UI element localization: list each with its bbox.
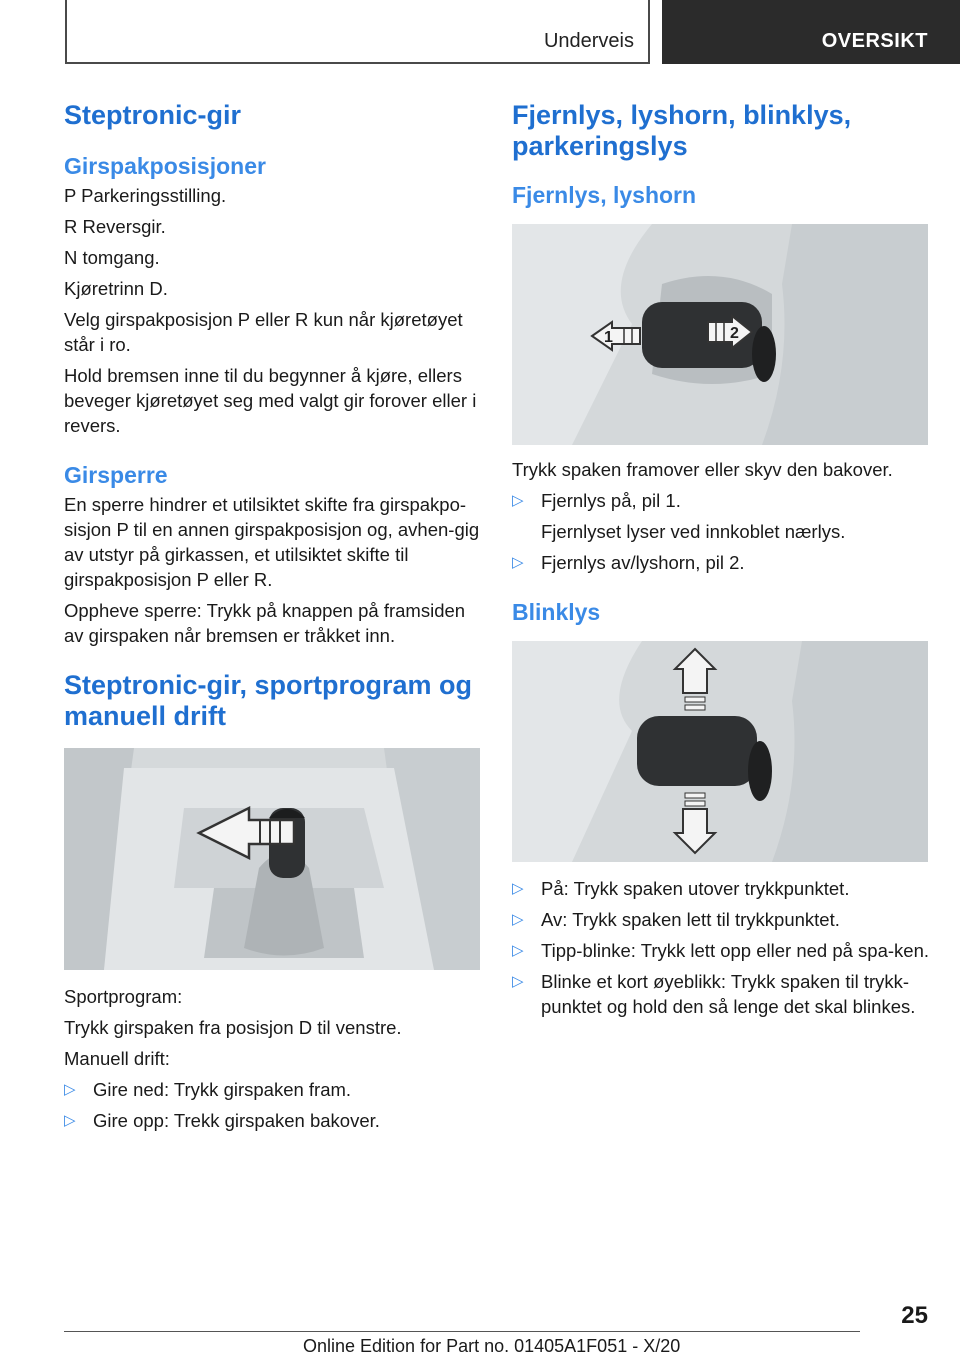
turn-signal-illustration (512, 641, 928, 862)
high-beam-list (512, 488, 930, 575)
title-sport-manual: Steptronic-gir, sportprogram og manuell drift (64, 670, 473, 731)
stalk-push-pull-drawing (512, 224, 928, 445)
text-d-position: Kjøretrinn D. (64, 278, 168, 299)
text-p-position: P Parkeringsstilling. (64, 185, 227, 206)
right-column (512, 100, 930, 1025)
text-r-position: R Reversgir. (64, 216, 166, 237)
list-item: ▷ Fjernlys av/lyshorn, pil 2. (512, 552, 745, 573)
text-release-lock: Oppheve sperre: Trykk på knappen på framsiden av girspaken når bremsen er tråkket inn. (64, 600, 466, 646)
arrow-label-1: 1 (604, 329, 613, 346)
heading-blinklys: Blinklys (512, 599, 601, 625)
footer-divider (64, 1331, 860, 1332)
section-tab[interactable] (65, 0, 650, 64)
text-hold-brake: Hold bremsen inne til du begynner å kjøre, ellers beveger kjøretøyet seg med valgt gir forover eller i revers. (64, 365, 477, 436)
gear-lever-drawing (64, 748, 480, 970)
bullet-triangle-icon: ▷ (64, 1081, 76, 1098)
heading-girspakposisjoner: Girspakposisjoner (64, 153, 266, 179)
bullet-triangle-icon: ▷ (512, 973, 524, 990)
edition-text: Online Edition for Part no. 01405A1F051 - X/20 (303, 1336, 681, 1356)
bullet-triangle-icon: ▷ (512, 492, 524, 509)
list-item: ▷ Gire opp: Trekk girspaken bakover. (64, 1110, 380, 1131)
list-item: ▷ Av: Trykk spaken lett til trykkpunktet. (512, 909, 840, 930)
list-item: ▷ Gire ned: Trykk girspaken fram. (64, 1079, 352, 1100)
bullet-triangle-icon: ▷ (64, 1112, 76, 1129)
list-item: ▷ Fjernlys på, pil 1. Fjernlyset lyser ved innkoblet nærlys. (512, 490, 846, 542)
stalk-up-down-drawing (512, 641, 928, 862)
arrow-label-2: 2 (730, 325, 739, 342)
chapter-tab[interactable] (662, 0, 960, 64)
text-sportprogram: Sportprogram: (64, 986, 183, 1007)
text-lock-description: En sperre hindrer et utilsiktet skifte fra girspakpo-sisjon P til en annen girspakposisjon og, avhen-gig av utstyr på girkassen, et utilsiktet skifte til girspakposisjon P eller R. (64, 494, 480, 590)
text-push-pull: Trykk spaken framover eller skyv den bakover. (512, 459, 893, 480)
section-tab-label: Underveis (543, 30, 634, 52)
heading-girsperre: Girsperre (64, 462, 168, 488)
text-manuell-drift: Manuell drift: (64, 1048, 170, 1069)
text-select-p-r: Velg girspakposisjon P eller R kun når kjøretøyet står i ro. (64, 309, 463, 355)
gear-lever-illustration (64, 748, 480, 970)
page-number: 25 (901, 1302, 928, 1329)
high-beam-illustration (512, 224, 928, 445)
bullet-triangle-icon: ▷ (512, 942, 524, 959)
title-lights: Fjernlys, lyshorn, blinklys, parkeringslys (512, 100, 852, 161)
turn-signal-list (512, 876, 930, 1019)
bullet-triangle-icon: ▷ (512, 911, 524, 928)
chapter-tab-label: OVERSIKT (821, 30, 928, 52)
text-n-position: N tomgang. (64, 247, 160, 268)
list-item: ▷ På: Trykk spaken utover trykkpunktet. (512, 878, 850, 899)
list-item: ▷ Blinke et kort øyeblikk: Trykk spaken til trykk-punktet og hold den så lenge det skal blinkes. (512, 971, 916, 1017)
heading-fjernlys-lyshorn: Fjernlys, lyshorn (512, 182, 697, 208)
text-sport-instruction: Trykk girspaken fra posisjon D til venstre. (64, 1017, 402, 1038)
list-item: ▷ Tipp-blinke: Trykk lett opp eller ned på spa-ken. (512, 940, 930, 961)
left-column (64, 100, 482, 1139)
manual-drive-list (64, 1077, 482, 1133)
header-tabs (65, 0, 960, 66)
title-steptronic: Steptronic-gir (64, 100, 242, 130)
bullet-triangle-icon: ▷ (512, 554, 524, 571)
bullet-triangle-icon: ▷ (512, 880, 524, 897)
